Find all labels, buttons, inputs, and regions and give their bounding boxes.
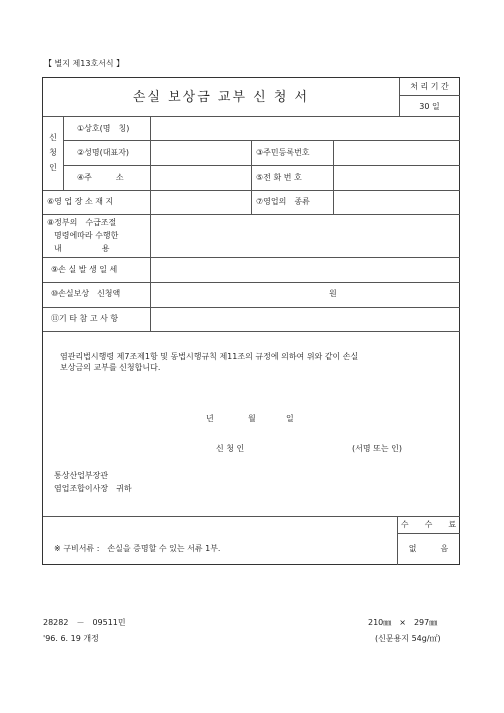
fee-value: 없 음 (408, 544, 449, 553)
divider (333, 140, 334, 214)
divider (43, 257, 460, 258)
trade-name-label: ①상호(명 칭) (77, 124, 130, 133)
divider (43, 116, 399, 117)
claim-amount-label: ⑩손실보상 신청액 (51, 289, 121, 298)
date-year: 년 (206, 414, 214, 423)
date-day: 일 (286, 414, 294, 423)
applicant-group-label-2: 청 (49, 148, 57, 157)
date-month: 월 (248, 414, 256, 423)
divider (63, 140, 460, 141)
paper-size: 210㎜ × 297㎜ (368, 618, 438, 627)
phone-label: ⑤전 화 번 호 (256, 173, 302, 182)
application-statement-line1: 염관리법시행령 제7조제1항 및 동법시행규칙 제11조의 규정에 의하여 위와 같이 손실 (60, 352, 359, 361)
divider (399, 95, 460, 96)
government-order-label-line1: ⑧정부의 수급조절 (47, 218, 117, 227)
address-label: ④주 소 (77, 173, 124, 182)
government-order-label-line3: 내 용 (54, 244, 110, 253)
divider (397, 533, 460, 534)
application-form (42, 77, 460, 565)
applicant-group-label-3: 인 (49, 163, 57, 172)
loss-date-label: ⑨손 실 발 생 일 세 (51, 265, 118, 274)
divider (251, 140, 252, 214)
divider (63, 116, 64, 190)
revision-date: '96. 6. 19 개정 (43, 634, 99, 643)
form-number-header: 【 별지 제13호서식 】 (44, 59, 125, 68)
business-type-label: ⑦영업의 종류 (256, 197, 310, 206)
recipient-line1: 통상산업부장관 (54, 471, 109, 480)
claim-amount-unit: 원 (329, 289, 337, 298)
paper-type: (신문용지 54g/㎡) (375, 634, 441, 643)
resident-number-label: ③주민등록번호 (256, 148, 310, 157)
divider (399, 116, 460, 117)
business-location-label: ⑥영 업 장 소 재 지 (47, 197, 114, 206)
processing-period-label: 처 리 기 간 (410, 82, 449, 91)
divider (43, 331, 460, 332)
divider (43, 214, 460, 215)
attachment-note: ※ 구비서류 : 손실을 증명할 수 있는 서류 1부. (54, 544, 221, 553)
remarks-label: ⑪기 타 참 고 사 항 (51, 314, 119, 323)
signature-note: (서명 또는 인) (352, 444, 402, 453)
fee-label: 수 수 료 (400, 520, 457, 529)
divider (150, 116, 151, 332)
signer-label: 신 청 인 (216, 444, 245, 453)
divider (43, 282, 460, 283)
processing-period-value: 30 일 (419, 102, 440, 111)
applicant-group-label-1: 신 (49, 133, 57, 142)
divider (63, 165, 460, 166)
recipient-line2: 염업조합이사장 귀하 (54, 484, 132, 493)
form-title: 손실 보상금 교부 신 청 서 (132, 90, 310, 105)
government-order-label-line2: 명령에따라 수행한 (54, 231, 119, 240)
name-label: ②성명(대표자) (77, 148, 130, 157)
application-statement-line2: 보상금의 교부를 신청합니다. (60, 363, 161, 372)
divider (43, 307, 460, 308)
form-code: 28282 － 09511민 (43, 618, 126, 627)
